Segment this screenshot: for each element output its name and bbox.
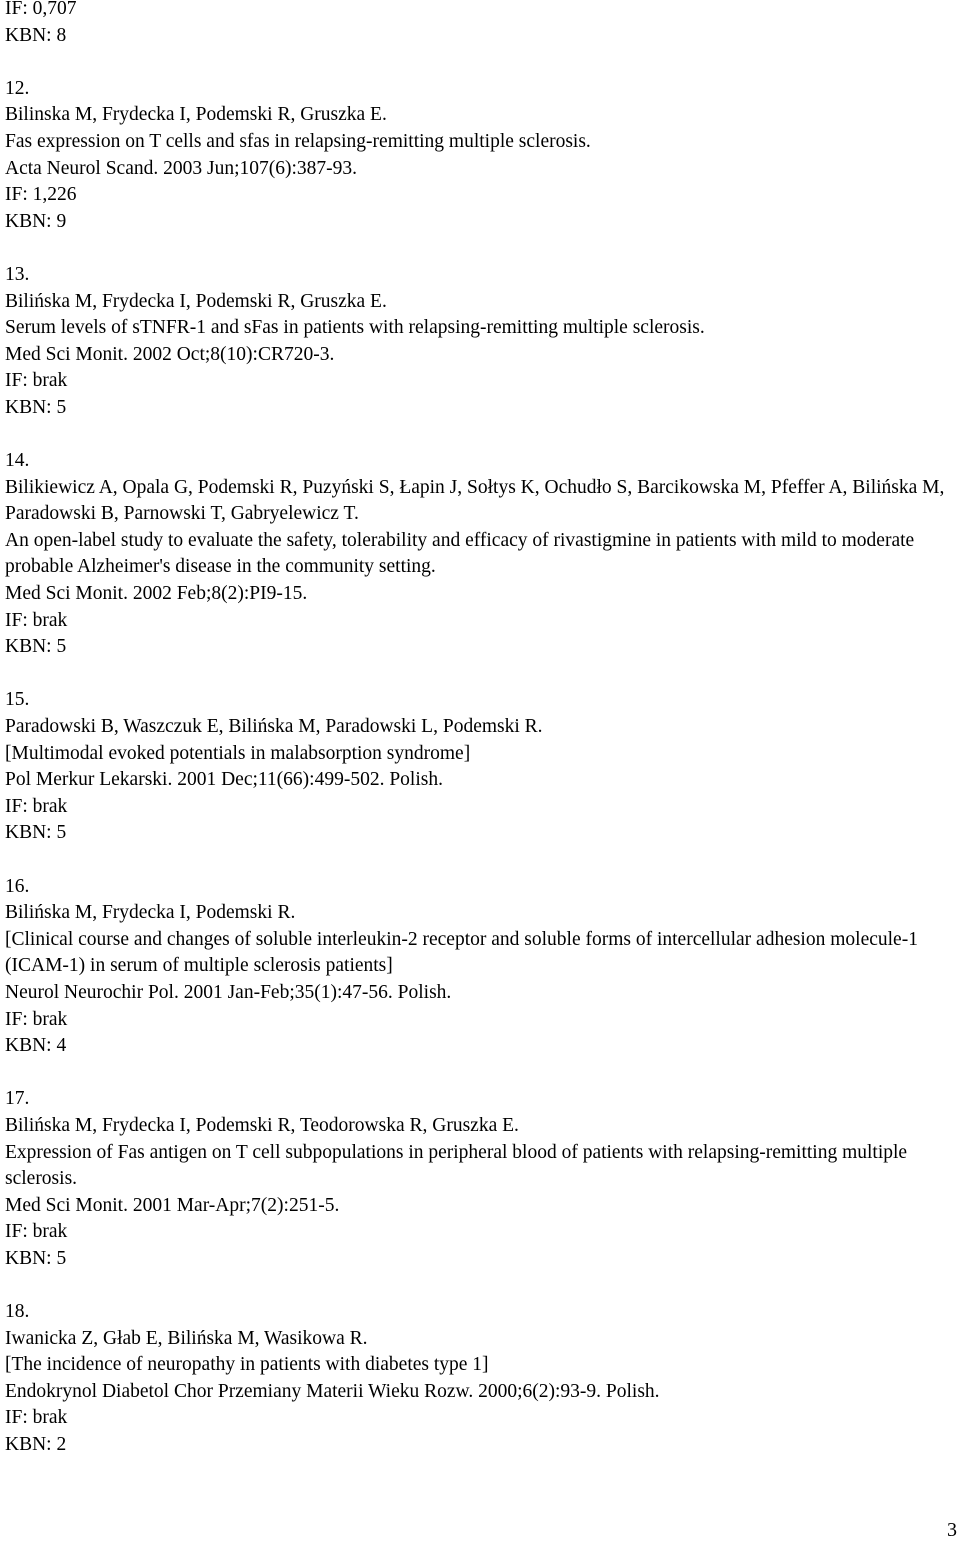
kbn-score: KBN: 9 <box>5 210 67 232</box>
entry-number: 15. <box>5 689 30 711</box>
entry-number: 16. <box>5 875 30 897</box>
entry-number: 18. <box>5 1301 30 1323</box>
impact-factor: IF: brak <box>5 1008 68 1030</box>
entry-journal: Acta Neurol Scand. 2003 Jun;107(6):387-93. <box>5 157 358 179</box>
entry-title: Expression of Fas antigen on T cell subpopulations in peripheral blood of patients with relapsing-remitting multiple sclerosis. <box>5 1141 908 1190</box>
entry-17 <box>5 1086 950 1272</box>
entry-title: [Multimodal evoked potentials in malabsorption syndrome] <box>5 742 471 764</box>
page-number: 3 <box>947 1519 957 1541</box>
entry-13 <box>5 262 950 422</box>
entry-authors: Bilińska M, Frydecka I, Podemski R, Teodorowska R, Gruszka E. <box>5 1114 519 1136</box>
entry-authors: Bilikiewicz A, Opala G, Podemski R, Puzyński S, Łapin J, Sołtys K, Ochudło S, Barcikowska M, Pfeffer A, Bilińska M, Paradowski B, Parnowski T, Gabryelewicz T. <box>5 476 945 525</box>
impact-factor: IF: brak <box>5 609 68 631</box>
entry-number: 13. <box>5 263 30 285</box>
entry-18 <box>5 1299 950 1459</box>
entry-title: Serum levels of sTNFR-1 and sFas in patients with relapsing-remitting multiple sclerosis. <box>5 317 705 339</box>
impact-factor: IF: brak <box>5 795 68 817</box>
document-body <box>5 0 950 1459</box>
entry-11-tail <box>5 0 950 49</box>
entry-number: 17. <box>5 1088 30 1110</box>
entry-journal: Endokrynol Diabetol Chor Przemiany Materii Wieku Rozw. 2000;6(2):93-9. Polish. <box>5 1380 660 1402</box>
entry-15 <box>5 687 950 847</box>
entry-number: 12. <box>5 77 30 99</box>
impact-factor: IF: brak <box>5 1407 68 1429</box>
entry-number: 14. <box>5 450 30 472</box>
entry-journal: Pol Merkur Lekarski. 2001 Dec;11(66):499-502. Polish. <box>5 769 443 791</box>
entry-12 <box>5 76 950 236</box>
entry-title: An open-label study to evaluate the safety, tolerability and efficacy of rivastigmine in patients with mild to moderate probable Alzheimer's disease in the community setting. <box>5 529 915 578</box>
impact-factor: IF: 1,226 <box>5 184 77 206</box>
entry-authors: Bilińska M, Frydecka I, Podemski R. <box>5 902 296 924</box>
entry-title: [Clinical course and changes of soluble interleukin-2 receptor and soluble forms of intercellular adhesion molecule-1 (ICAM-1) in serum of multiple sclerosis patients] <box>5 928 918 977</box>
entry-14 <box>5 448 950 661</box>
kbn-score: KBN: 5 <box>5 636 67 658</box>
kbn-score: KBN: 5 <box>5 822 67 844</box>
kbn-score: KBN: 2 <box>5 1434 67 1456</box>
entry-16 <box>5 874 950 1060</box>
entry-authors: Bilińska M, Frydecka I, Podemski R, Gruszka E. <box>5 290 387 312</box>
entry-authors: Iwanicka Z, Głab E, Bilińska M, Wasikowa R. <box>5 1327 368 1349</box>
entry-title: Fas expression on T cells and sfas in relapsing-remitting multiple sclerosis. <box>5 130 591 152</box>
kbn-score: KBN: 5 <box>5 396 67 418</box>
entry-authors: Paradowski B, Waszczuk E, Bilińska M, Paradowski L, Podemski R. <box>5 716 543 738</box>
entry-journal: Med Sci Monit. 2002 Feb;8(2):PI9-15. <box>5 583 308 605</box>
kbn-score: KBN: 8 <box>5 24 67 46</box>
impact-factor: IF: 0,707 <box>5 0 77 19</box>
entry-authors: Bilinska M, Frydecka I, Podemski R, Gruszka E. <box>5 104 387 126</box>
entry-journal: Med Sci Monit. 2001 Mar-Apr;7(2):251-5. <box>5 1194 340 1216</box>
entry-journal: Med Sci Monit. 2002 Oct;8(10):CR720-3. <box>5 343 335 365</box>
kbn-score: KBN: 5 <box>5 1247 67 1269</box>
impact-factor: IF: brak <box>5 370 68 392</box>
entry-journal: Neurol Neurochir Pol. 2001 Jan-Feb;35(1):47-56. Polish. <box>5 981 452 1003</box>
entry-title: [The incidence of neuropathy in patients with diabetes type 1] <box>5 1354 489 1376</box>
impact-factor: IF: brak <box>5 1221 68 1243</box>
kbn-score: KBN: 4 <box>5 1035 67 1057</box>
